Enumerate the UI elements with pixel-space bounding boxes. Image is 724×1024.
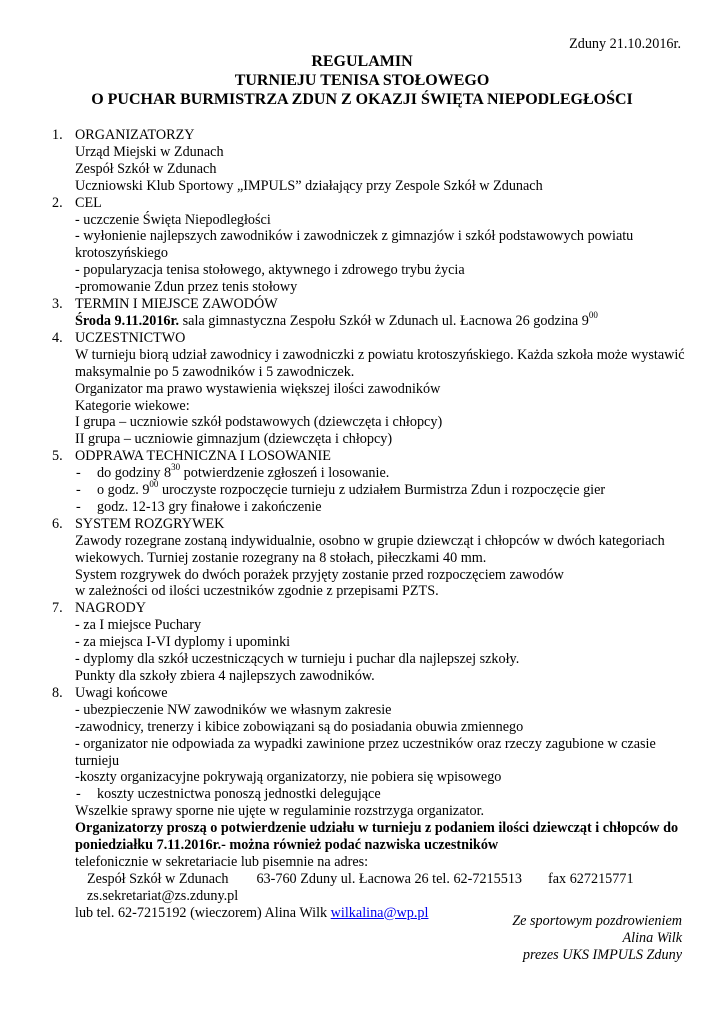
note-line: -zawodnicy, trenerzy i kibice zobowiązani są do posiadania obuwia zmiennego [75, 718, 524, 735]
section-prizes [52, 600, 688, 685]
title-line-2: TURNIEJU TENISA STOŁOWEGO [234, 72, 490, 89]
section-number: 3. [52, 296, 63, 313]
goal-line: - popularyzacja tenisa stołowego, aktywnego i zdrowego trybu życia [75, 262, 465, 279]
goal-line: -promowanie Zdun przez tenis stołowy [75, 279, 298, 296]
schedule-item [75, 479, 688, 499]
note-line: - organizator nie odpowiada za wypadki zawinione przez uczestników oraz rzeczy zagubione w czasie turnieju [75, 735, 656, 769]
participation-line: Organizator ma prawo wystawienia większej ilości zawodników [75, 380, 441, 397]
section-date-place [52, 296, 688, 330]
system-line: w zależności od ilości uczestników zgodnie z przepisami PZTS. [75, 583, 439, 600]
dash-bullet: - [76, 786, 81, 803]
school-address: 63-760 Zduny ul. Łacnowa 26 tel. 62-7215513 [256, 870, 523, 887]
section-goal [52, 195, 688, 296]
title-line-1: REGULAMIN [311, 53, 413, 70]
section-number: 7. [52, 600, 63, 617]
school-fax: fax 627215771 [548, 870, 634, 887]
prize-line: - dyplomy dla szkół uczestniczących w turnieju i puchar dla najlepszej szkoły. [75, 651, 520, 668]
signature-greeting: Ze sportowym pozdrowieniem [512, 913, 682, 929]
event-date-line [75, 310, 688, 330]
section-heading: Uwagi końcowe [75, 684, 168, 701]
contact-line: telefonicznie w sekretariacie lub pisemnie na adres: [75, 853, 369, 870]
prize-line: - za miejsca I-VI dyplomy i upominki [75, 634, 291, 651]
section-heading: CEL [75, 194, 102, 211]
school-name: Zespół Szkół w Zdunach [87, 870, 229, 887]
address-line [75, 871, 688, 888]
schedule-item [75, 462, 688, 482]
goal-line: - uczczenie Święta Niepodległości [75, 211, 271, 228]
confirmation-request [75, 820, 688, 854]
title-line-3: O PUCHAR BURMISTRZA ZDUN Z OKAZJI ŚWIĘTA NIEPODLEGŁOŚCI [91, 91, 633, 108]
schedule-minutes: 00 [149, 479, 159, 490]
system-line: Zawody rozegrane zostaną indywidualnie, osobno w grupie dziewcząt i chłopców w dwóch kategoriach wiekowych. Turniej zostanie rozegrany na 8 stołach, piłeczkami 40 mm. [75, 532, 665, 566]
section-organizers [52, 127, 688, 195]
section-heading: ODPRAWA TECHNICZNA I LOSOWANIE [75, 448, 331, 465]
section-final-notes [52, 685, 688, 922]
section-heading: ORGANIZATORZY [75, 127, 195, 143]
participation-line: Kategorie wiekowe: [75, 397, 190, 414]
schedule-minutes: 30 [171, 462, 181, 473]
dash-bullet: - [76, 465, 81, 482]
schedule-text: potwierdzenie zgłoszeń i losowanie. [180, 465, 390, 482]
section-heading: SYSTEM ROZGRYWEK [75, 515, 225, 532]
schedule-text: do godziny 8 [97, 465, 172, 482]
phone-text: lub tel. 62-7215192 (wieczorem) Alina Wilk [75, 904, 331, 921]
section-number: 8. [52, 684, 63, 701]
email-line: zs.sekretariat@zs.zduny.pl [87, 887, 239, 904]
prize-line: - za I miejsce Puchary [75, 617, 202, 634]
note-text: koszty uczestnictwa ponoszą jednostki delegujące [97, 786, 381, 803]
document-title [0, 52, 724, 109]
signature-block [512, 913, 682, 964]
email-link[interactable]: wilkalina@wp.pl [330, 904, 429, 921]
event-time-minutes: 00 [588, 310, 598, 321]
section-heading: NAGRODY [75, 600, 146, 617]
section-system [52, 516, 688, 601]
note-line: Wszelkie sprawy sporne nie ujęte w regulaminie rozstrzyga organizator. [75, 803, 485, 820]
note-line: - ubezpieczenie NW zawodników we własnym zakresie [75, 701, 392, 718]
signature-role: prezes UKS IMPULS Zduny [522, 947, 682, 963]
section-number: 1. [52, 127, 63, 143]
signature-name: Alina Wilk [622, 930, 682, 946]
participation-line: I grupa – uczniowie szkół podstawowych (dziewczęta i chłopcy) [75, 414, 443, 431]
schedule-text: o godz. 9 [97, 482, 150, 499]
system-line: System rozgrywek do dwóch porażek przyjęty zostanie przed rozpoczęciem zawodów [75, 566, 564, 583]
schedule-item [75, 499, 688, 516]
schedule-text: uroczyste rozpoczęcie turnieju z udziałem Burmistrza Zdun i rozpoczęcie gier [158, 482, 606, 499]
goal-line: - wyłonienie najlepszych zawodników i zawodniczek z gimnazjów i szkół podstawowych powiatu krotoszyńskiego [75, 228, 634, 262]
event-date: Środa 9.11.2016r. [75, 312, 180, 329]
organizer-line: Urząd Miejski w Zdunach [75, 143, 224, 160]
note-line: -koszty organizacyjne pokrywają organizatorzy, nie pobiera się wpisowego [75, 769, 502, 786]
section-heading: TERMIN I MIEJSCE ZAWODÓW [75, 296, 278, 313]
organizer-line: Uczniowski Klub Sportowy „IMPULS” działający przy Zespole Szkół w Zdunach [75, 177, 543, 194]
section-number: 6. [52, 515, 63, 532]
note-dash-item [75, 786, 688, 803]
dash-bullet: - [76, 482, 81, 499]
participation-line: W turnieju biorą udział zawodnicy i zawodniczki z powiatu krotoszyńskiego. Każda szkoła może wystawić maksymalnie po 5 zawodników i 5 zawodniczek. [75, 346, 685, 380]
organizer-line: Zespół Szkół w Zdunach [75, 160, 217, 177]
event-place: sala gimnastyczna Zespołu Szkół w Zdunach ul. Łacnowa 26 godzina 9 [179, 312, 589, 329]
section-number: 4. [52, 329, 63, 346]
section-participation [52, 330, 688, 448]
section-technical [52, 448, 688, 516]
prize-line: Punkty dla szkoły zbiera 4 najlepszych zawodników. [75, 668, 375, 684]
schedule-text: godz. 12-13 gry finałowe i zakończenie [97, 498, 322, 515]
regulation-body [52, 127, 688, 922]
document-date: Zduny 21.10.2016r. [569, 36, 681, 52]
section-heading: UCZESTNICTWO [75, 329, 186, 346]
participation-line: II grupa – uczniowie gimnazjum (dziewczęta i chłopcy) [75, 431, 393, 448]
confirmation-text: Organizatorzy proszą o potwierdzenie udziału w turnieju z podaniem ilości dziewcząt i chłopców do poniedziałku 7.11.2016r.- można również podać nazwiska uczestników [75, 820, 679, 854]
dash-bullet: - [76, 498, 81, 515]
section-number: 5. [52, 448, 63, 465]
section-number: 2. [52, 194, 63, 211]
